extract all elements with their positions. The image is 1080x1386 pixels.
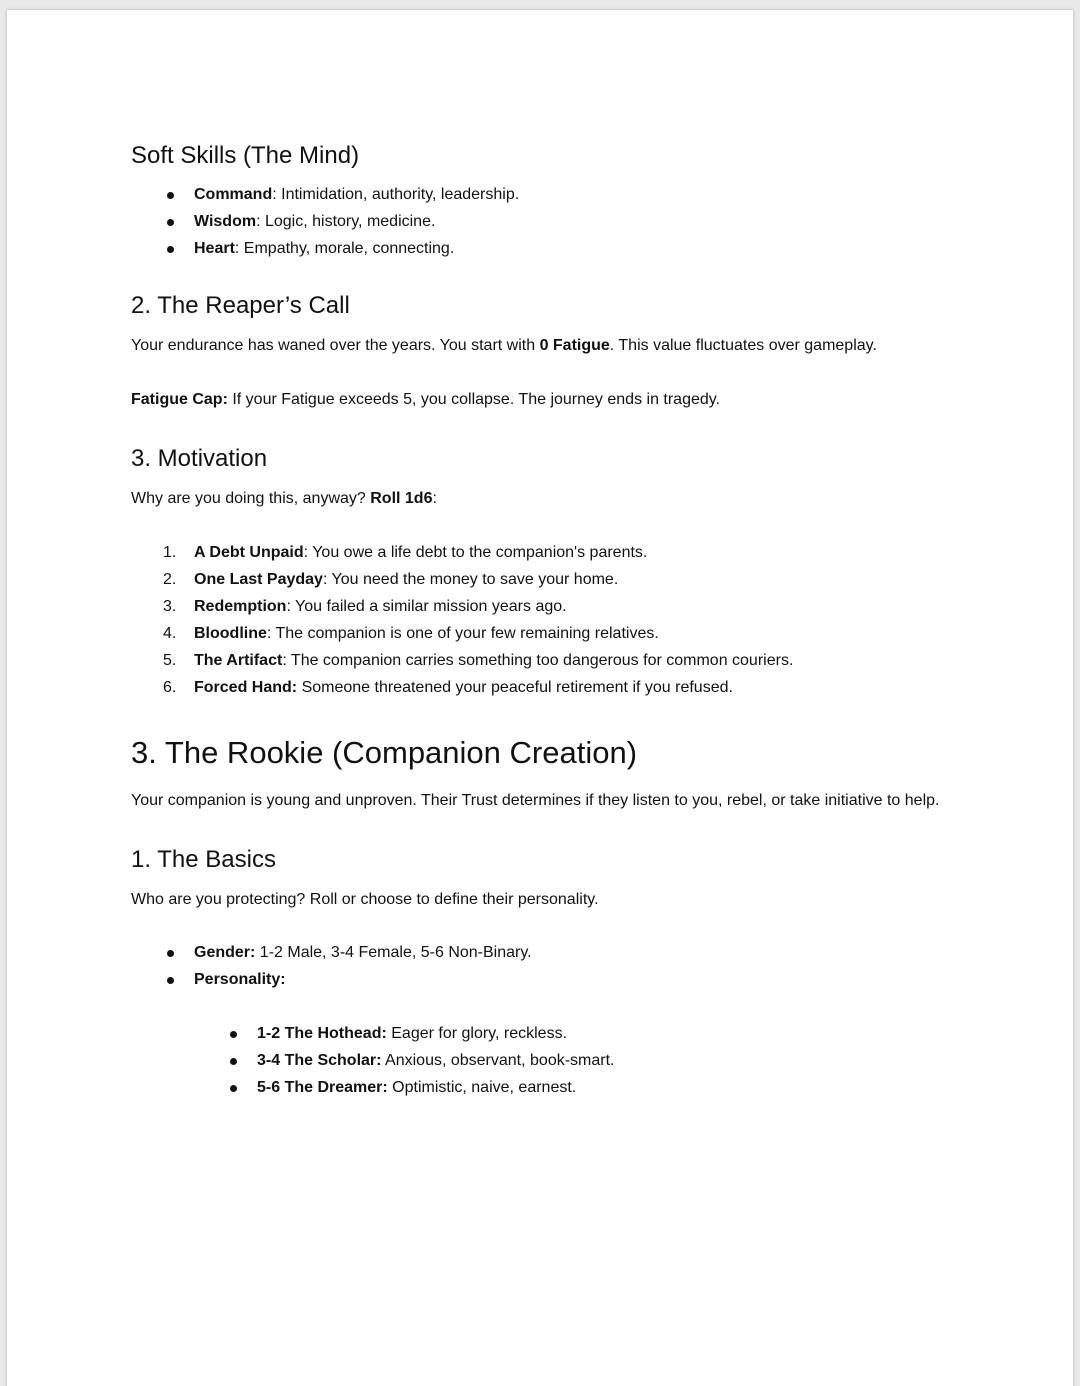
bold-segment: Fatigue Cap: [131, 391, 228, 408]
fatigue-cap-paragraph [131, 386, 991, 413]
rookie-intro: Your companion is young and unproven. Their Trust determines if they listen to you, rebel, or take initiative to help. [131, 792, 940, 809]
list-item-text: : You owe a life debt to the companion's parents. [303, 544, 648, 561]
list-item [131, 1020, 991, 1047]
list-item [131, 647, 991, 674]
list-item-text: Anxious, observant, book-smart. [381, 1052, 615, 1069]
list-item [131, 235, 991, 262]
list-number: 2. [163, 571, 177, 588]
reapers-call-paragraph [131, 332, 991, 359]
list-item-text: : You need the money to save your home. [322, 571, 619, 588]
list-item-text: : The companion is one of your few remaining relatives. [266, 625, 659, 642]
list-item-term: 5-6 The Dreamer: [257, 1079, 388, 1096]
personality-list [131, 1020, 991, 1101]
list-item-text: Optimistic, naive, earnest. [387, 1079, 577, 1096]
list-item-text: : The companion carries something too dangerous for common couriers. [282, 652, 794, 669]
list-item-term: Command [194, 186, 273, 203]
list-number: 3. [163, 598, 177, 615]
list-item [131, 966, 991, 993]
list-item-text: : You failed a similar mission years ago. [286, 598, 567, 615]
list-item-term: Gender: [194, 944, 256, 961]
list-number: 6. [163, 679, 177, 696]
basics-heading: 1. The Basics [131, 846, 276, 873]
list-item-term: Bloodline [194, 625, 267, 642]
list-item [131, 539, 991, 566]
bold-segment: 0 Fatigue [539, 337, 610, 354]
list-item [131, 566, 991, 593]
list-item [131, 674, 991, 701]
list-item-term: 3-4 The Scholar: [257, 1052, 382, 1069]
list-item-text: Someone threatened your peaceful retirement if you refused. [297, 679, 733, 696]
text-segment: : [432, 490, 437, 507]
text-segment: Why are you doing this, anyway? [131, 490, 371, 507]
list-item-term: 1-2 The Hothead: [257, 1025, 387, 1042]
bold-segment: Roll 1d6 [370, 490, 433, 507]
document-content [131, 138, 991, 1101]
list-number: 4. [163, 625, 177, 642]
document-page [7, 10, 1073, 1386]
list-item-text: : Empathy, morale, connecting. [234, 240, 455, 257]
list-item-term: Forced Hand: [194, 679, 298, 696]
list-item-text: Eager for glory, reckless. [386, 1025, 568, 1042]
text-segment: Your endurance has waned over the years. You start with [131, 337, 540, 354]
list-item-text: 1-2 Male, 3-4 Female, 5-6 Non-Binary. [255, 944, 532, 961]
list-item [131, 208, 991, 235]
list-item-term: The Artifact [194, 652, 283, 669]
list-number: 5. [163, 652, 177, 669]
list-item-term: Wisdom [194, 213, 257, 230]
list-item-term: Personality: [194, 971, 286, 988]
text-segment: If your Fatigue exceeds 5, you collapse. The journey ends in tragedy. [227, 391, 721, 408]
motivation-heading: 3. Motivation [131, 445, 268, 472]
basics-list [131, 939, 991, 993]
list-item-term: Heart [194, 240, 235, 257]
list-item-term: Redemption [194, 598, 287, 615]
list-item [131, 181, 991, 208]
list-item-text: : Intimidation, authority, leadership. [272, 186, 520, 203]
rookie-heading: 3. The Rookie (Companion Creation) [131, 735, 638, 770]
list-item [131, 1074, 991, 1101]
list-number: 1. [163, 544, 177, 561]
reapers-call-heading: 2. The Reaper’s Call [131, 292, 350, 319]
list-item-term: A Debt Unpaid [194, 544, 304, 561]
motivation-list [131, 539, 991, 701]
text-segment: . This value fluctuates over gameplay. [609, 337, 877, 354]
list-item [131, 1047, 991, 1074]
list-item-term: One Last Payday [194, 571, 323, 588]
motivation-intro [131, 485, 991, 512]
list-item-text: : Logic, history, medicine. [256, 213, 436, 230]
list-item [131, 620, 991, 647]
list-item [131, 939, 991, 966]
soft-skills-heading: Soft Skills (The Mind) [131, 142, 360, 169]
basics-intro: Who are you protecting? Roll or choose to define their personality. [131, 891, 599, 908]
soft-skills-list [131, 181, 991, 262]
list-item [131, 593, 991, 620]
